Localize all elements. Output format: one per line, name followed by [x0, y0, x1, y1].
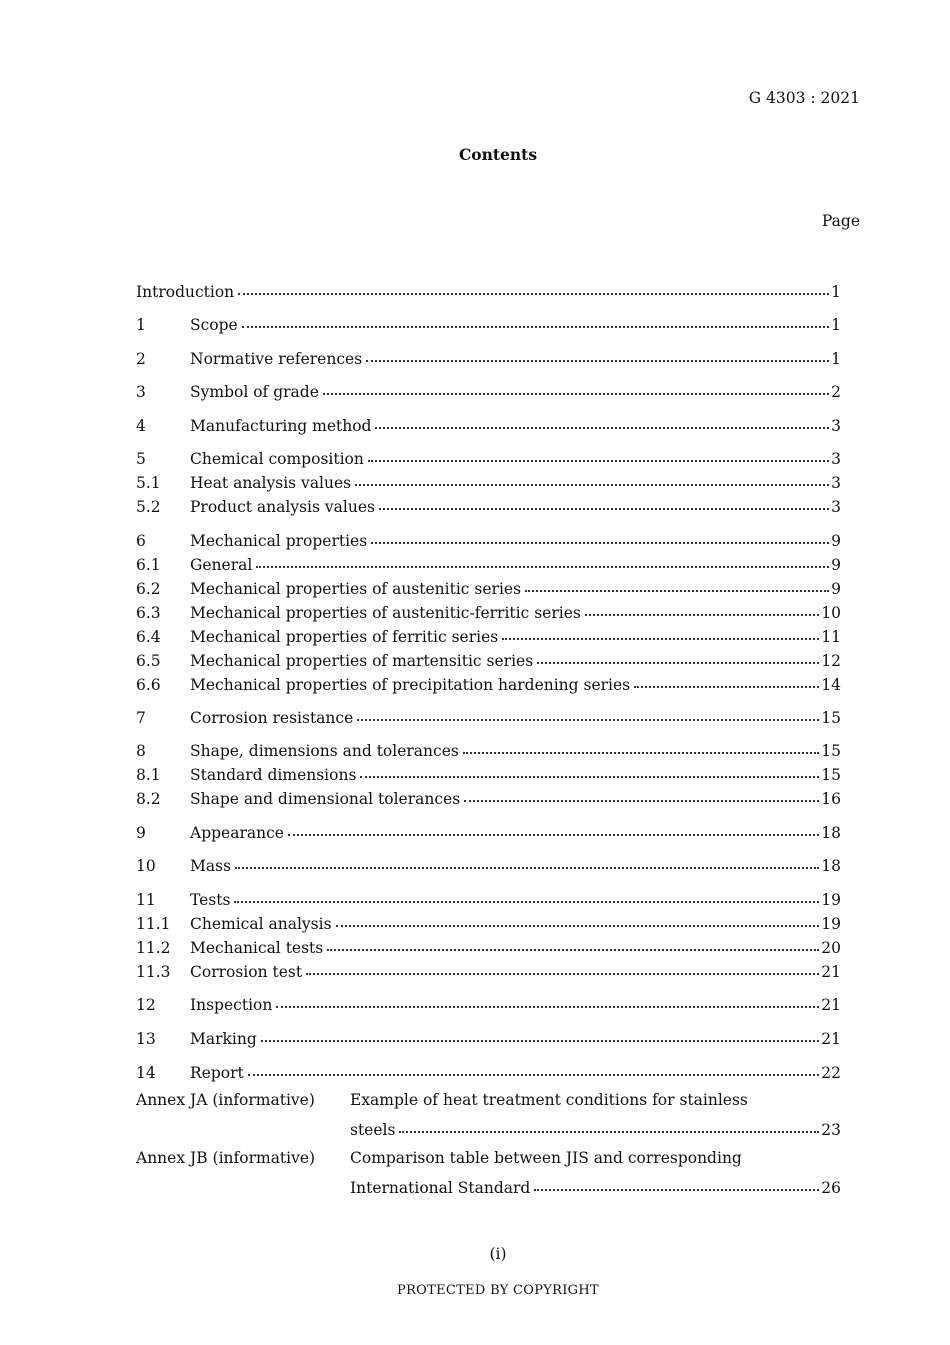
toc-entry[interactable] — [136, 1058, 841, 1082]
toc-entry-number: 13 — [136, 1030, 156, 1048]
annex-jb-label: Annex JB (informative) — [136, 1149, 316, 1167]
toc-entry-number: 10 — [136, 857, 156, 875]
toc-entry[interactable] — [136, 411, 841, 435]
toc-entry[interactable] — [136, 909, 841, 933]
toc-entry-label: Mechanical properties of austenitic series — [190, 580, 522, 598]
toc-entry-number: 6.6 — [136, 676, 161, 694]
toc-entry-label: Scope — [190, 316, 238, 334]
toc-entry[interactable] — [136, 736, 841, 760]
toc-entry[interactable] — [136, 550, 841, 574]
dot-leader — [534, 1189, 819, 1191]
toc-entry-label: Mechanical properties — [190, 532, 368, 550]
toc-entry[interactable] — [136, 990, 841, 1014]
dot-leader — [371, 542, 829, 544]
toc-entry-page: 15 — [821, 709, 841, 727]
toc-entry-page: 10 — [821, 604, 841, 622]
toc-entry-number: 11 — [136, 891, 156, 909]
dot-leader — [357, 719, 819, 721]
toc-entry-number: 2 — [136, 350, 146, 368]
annex-ja-page: 23 — [821, 1121, 841, 1139]
toc-entry[interactable] — [136, 310, 841, 334]
toc-entry-page: 15 — [821, 742, 841, 760]
toc-entry[interactable] — [136, 444, 841, 468]
toc-entry[interactable] — [136, 574, 841, 598]
toc-entry-label: Standard dimensions — [190, 766, 357, 784]
dot-leader — [327, 949, 819, 951]
dot-leader — [276, 1006, 819, 1008]
toc-entry-number: 11.3 — [136, 963, 171, 981]
toc-entry-page: 21 — [821, 1030, 841, 1048]
toc-entry-label: Chemical composition — [190, 450, 364, 468]
toc-entry-number: 6 — [136, 532, 146, 550]
annex-jb-title-line2: International Standard — [350, 1179, 531, 1197]
dot-leader — [525, 590, 829, 592]
toc-entry-page: 3 — [831, 417, 841, 435]
toc-entry-label: Manufacturing method — [190, 417, 372, 435]
toc-entry-number: 6.3 — [136, 604, 161, 622]
toc-entry[interactable] — [136, 344, 841, 368]
toc-entry-label: Inspection — [190, 996, 273, 1014]
toc-entry[interactable] — [136, 760, 841, 784]
toc-entry-page: 9 — [831, 556, 841, 574]
toc-entry-number: 8.2 — [136, 790, 161, 808]
annex-jb-entry[interactable] — [136, 1173, 841, 1197]
toc-entry-page: 1 — [831, 350, 841, 368]
toc-entry[interactable] — [136, 646, 841, 670]
toc-entry-label: Report — [190, 1064, 244, 1082]
toc-entry-page: 12 — [821, 652, 841, 670]
toc-entry[interactable] — [136, 784, 841, 808]
toc-entry-label: Mechanical tests — [190, 939, 324, 957]
toc-entry-page: 3 — [831, 450, 841, 468]
toc-entry-number: 8.1 — [136, 766, 161, 784]
toc-entry-label: Product analysis values — [190, 498, 375, 516]
toc-entry-label: Mechanical properties of martensitic series — [190, 652, 534, 670]
toc-entry[interactable] — [136, 933, 841, 957]
dot-leader — [261, 1040, 819, 1042]
toc-entry-page: 21 — [821, 996, 841, 1014]
toc-entry-number: 7 — [136, 709, 146, 727]
page-column-label: Page — [821, 212, 860, 230]
toc-entry-number: 6.1 — [136, 556, 161, 574]
dot-leader — [375, 427, 829, 429]
toc-entry-number: 5 — [136, 450, 146, 468]
page-number: (i) — [489, 1245, 507, 1263]
dot-leader — [323, 393, 829, 395]
toc-entry-label: Mechanical properties of ferritic series — [190, 628, 499, 646]
toc-entry[interactable] — [136, 526, 841, 550]
annex-ja-label: Annex JA (informative) — [136, 1091, 315, 1109]
toc-entry-label: Corrosion test — [190, 963, 303, 981]
toc-entry-page: 3 — [831, 474, 841, 492]
toc-entry-number: 6.2 — [136, 580, 161, 598]
annex-ja-entry[interactable] — [136, 1115, 841, 1139]
toc-entry-page: 14 — [821, 676, 841, 694]
toc-entry-page: 22 — [821, 1064, 841, 1082]
toc-entry-page: 3 — [831, 498, 841, 516]
toc-entry[interactable] — [136, 1024, 841, 1048]
toc-entry-page: 1 — [831, 283, 841, 301]
dot-leader — [399, 1131, 819, 1133]
toc-entry-page: 9 — [831, 580, 841, 598]
dot-leader — [360, 776, 819, 778]
toc-entry-page: 21 — [821, 963, 841, 981]
dot-leader — [502, 638, 819, 640]
toc-entry-number: 6.5 — [136, 652, 161, 670]
dot-leader — [256, 566, 829, 568]
annex-ja-title-line1[interactable]: Example of heat treatment conditions for stainless — [350, 1091, 748, 1109]
dot-leader — [336, 925, 820, 927]
toc-entry-label: Marking — [190, 1030, 257, 1048]
toc-entry-page: 20 — [821, 939, 841, 957]
toc-entry[interactable] — [136, 598, 841, 622]
toc-entry-label: General — [190, 556, 253, 574]
toc-entry-number: 4 — [136, 417, 146, 435]
toc-entry-number: 6.4 — [136, 628, 161, 646]
toc-entry-label: Heat analysis values — [190, 474, 352, 492]
toc-entry-number: 5.2 — [136, 498, 161, 516]
toc-entry-label: Introduction — [136, 283, 235, 301]
toc-entry-page: 19 — [821, 891, 841, 909]
toc-entry[interactable] — [136, 468, 841, 492]
toc-entry-page: 9 — [831, 532, 841, 550]
toc-entry[interactable] — [136, 622, 841, 646]
toc-entry-label: Mechanical properties of austenitic-ferritic series — [190, 604, 581, 622]
toc-entry-label: Chemical analysis — [190, 915, 332, 933]
document-id: G 4303 : 2021 — [748, 89, 860, 107]
dot-leader — [537, 662, 819, 664]
dot-leader — [634, 686, 819, 688]
toc-entry-number: 14 — [136, 1064, 156, 1082]
toc-entry-label: Appearance — [190, 824, 284, 842]
dot-leader — [242, 326, 829, 328]
toc-entry-label: Corrosion resistance — [190, 709, 354, 727]
dot-leader — [368, 460, 829, 462]
copyright-notice: PROTECTED BY COPYRIGHT — [397, 1283, 599, 1298]
page-title: Contents — [458, 145, 538, 164]
dot-leader — [248, 1074, 820, 1076]
toc-entry-page: 11 — [821, 628, 841, 646]
toc-entry[interactable] — [136, 818, 841, 842]
toc-entry[interactable] — [136, 851, 841, 875]
toc-entry-number: 9 — [136, 824, 146, 842]
dot-leader — [464, 800, 819, 802]
dot-leader — [379, 508, 829, 510]
dot-leader — [235, 867, 819, 869]
annex-jb-title-line1[interactable]: Comparison table between JIS and corresponding — [350, 1149, 742, 1167]
toc-entry-page: 16 — [821, 790, 841, 808]
toc-entry-number: 11.1 — [136, 915, 171, 933]
dot-leader — [366, 360, 829, 362]
toc-entry-page: 1 — [831, 316, 841, 334]
toc-entry[interactable] — [136, 957, 841, 981]
toc-entry-label: Mass — [190, 857, 232, 875]
toc-entry-label: Mechanical properties of precipitation hardening series — [190, 676, 631, 694]
toc-entry-number: 11.2 — [136, 939, 171, 957]
annex-ja-title-line2: steels — [350, 1121, 396, 1139]
toc-entry-introduction[interactable] — [136, 277, 841, 301]
annex-jb-page: 26 — [821, 1179, 841, 1197]
toc-entry-page: 18 — [821, 824, 841, 842]
toc-entry-label: Shape, dimensions and tolerances — [190, 742, 459, 760]
dot-leader — [234, 901, 819, 903]
toc-entry-label: Shape and dimensional tolerances — [190, 790, 461, 808]
toc-entry-label: Tests — [190, 891, 231, 909]
dot-leader — [585, 614, 819, 616]
toc-entry-number: 12 — [136, 996, 156, 1014]
toc-entry-page: 15 — [821, 766, 841, 784]
toc-entry[interactable] — [136, 670, 841, 694]
toc-entry-number: 8 — [136, 742, 146, 760]
toc-entry-page: 18 — [821, 857, 841, 875]
dot-leader — [288, 834, 819, 836]
toc-entry-page: 2 — [831, 383, 841, 401]
toc-entry[interactable] — [136, 377, 841, 401]
toc-entry-number: 5.1 — [136, 474, 161, 492]
dot-leader — [238, 293, 829, 295]
toc-entry-number: 3 — [136, 383, 146, 401]
dot-leader — [355, 484, 829, 486]
dot-leader — [463, 752, 819, 754]
toc-entry[interactable] — [136, 885, 841, 909]
toc-entry-page: 19 — [821, 915, 841, 933]
toc-entry[interactable] — [136, 703, 841, 727]
dot-leader — [306, 973, 819, 975]
toc-entry-label: Normative references — [190, 350, 363, 368]
toc-entry-number: 1 — [136, 316, 146, 334]
toc-entry-label: Symbol of grade — [190, 383, 319, 401]
toc-entry[interactable] — [136, 492, 841, 516]
